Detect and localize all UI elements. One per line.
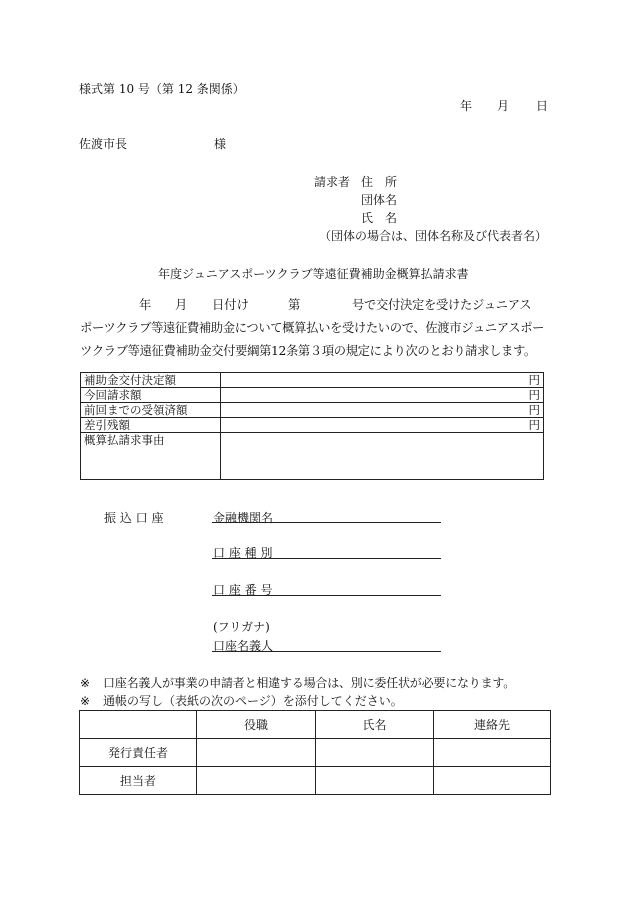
staff-role: 担当者: [80, 767, 197, 795]
holder-label: 口座名義人: [213, 639, 274, 653]
date-year: 年: [460, 99, 473, 113]
name-label: 氏 名: [361, 211, 398, 225]
amount-label: 差引残額: [81, 418, 221, 433]
bank-heading: 振 込 口 座: [104, 511, 164, 525]
amount-row: [81, 388, 544, 403]
institution-label: 金融機関名: [213, 511, 274, 525]
body-line3: ツクラブ等遠征費補助金交付要綱第12条第３項の規定により次のとおり請求します。: [80, 344, 536, 358]
addressee-honorific: 様: [214, 137, 227, 151]
applicant-label: 請求者: [314, 175, 351, 189]
institution-line[interactable]: [212, 522, 441, 523]
amount-unit[interactable]: 円: [221, 418, 544, 433]
staff-header-name: 氏名: [316, 711, 434, 739]
staff-row: [80, 739, 551, 767]
org-label: 団体名: [361, 193, 398, 207]
staff-position-cell[interactable]: [197, 767, 316, 795]
amount-label: 補助金交付決定額: [81, 373, 221, 388]
staff-name-cell[interactable]: [316, 767, 434, 795]
date-month: 月: [497, 99, 510, 113]
amount-unit[interactable]: 円: [221, 403, 544, 418]
amount-unit[interactable]: 円: [221, 388, 544, 403]
body-number-prefix: 第: [288, 298, 301, 312]
amount-row: [81, 373, 544, 388]
amount-unit[interactable]: 円: [221, 373, 544, 388]
account-type-line[interactable]: [212, 558, 441, 559]
note-text: 通帳の写し（表紙の次のページ）を添付してください。: [103, 694, 403, 708]
amount-table: [80, 372, 544, 480]
body-line1-rest: 号で交付決定を受けたジュニアス: [352, 298, 532, 312]
staff-table: [79, 710, 551, 795]
body-date-suffix: 日付け: [212, 298, 249, 312]
applicant-note: （団体の場合は、団体名称及び代表者名）: [319, 229, 548, 243]
note-text: 口座名義人が事業の申請者と相違する場合は、別に委任状が必要になります。: [103, 676, 516, 690]
date-day: 日: [536, 99, 549, 113]
amount-label: 前回までの受領済額: [81, 403, 221, 418]
holder-line[interactable]: [212, 651, 441, 652]
address-label: 住 所: [361, 175, 398, 189]
staff-name-cell[interactable]: [316, 739, 434, 767]
staff-row: [80, 767, 551, 795]
account-number-line[interactable]: [212, 595, 441, 596]
staff-header-contact: 連絡先: [434, 711, 551, 739]
staff-contact-cell[interactable]: [434, 739, 551, 767]
account-number-label: 口 座 番 号: [213, 583, 273, 597]
staff-header-corner: [80, 711, 197, 739]
amount-row: [81, 403, 544, 418]
reason-row: [81, 433, 544, 480]
amount-label: 今回請求額: [81, 388, 221, 403]
document-title: 年度ジュニアスポーツクラブ等遠征費補助金概算払請求書: [158, 267, 469, 281]
staff-header-position: 役職: [197, 711, 316, 739]
addressee-name: 佐渡市長: [79, 137, 128, 151]
body-year: 年: [139, 298, 152, 312]
body-month: 月: [175, 298, 188, 312]
body-line2: ポーツクラブ等遠征費補助金について概算払いを受けたいので、佐渡市ジュニアスポー: [80, 321, 545, 335]
staff-header-row: [80, 711, 551, 739]
staff-contact-cell[interactable]: [434, 767, 551, 795]
note-mark: ※: [80, 694, 91, 708]
staff-position-cell[interactable]: [197, 739, 316, 767]
reason-field[interactable]: [221, 433, 544, 480]
amount-row: [81, 418, 544, 433]
note-mark: ※: [80, 676, 91, 690]
staff-role: 発行責任者: [80, 739, 197, 767]
reason-label: 概算払請求事由: [81, 433, 221, 480]
furigana-label: (フリガナ): [213, 620, 270, 634]
form-number: 様式第 10 号（第 12 条関係）: [79, 82, 245, 96]
account-type-label: 口 座 種 別: [213, 546, 273, 560]
